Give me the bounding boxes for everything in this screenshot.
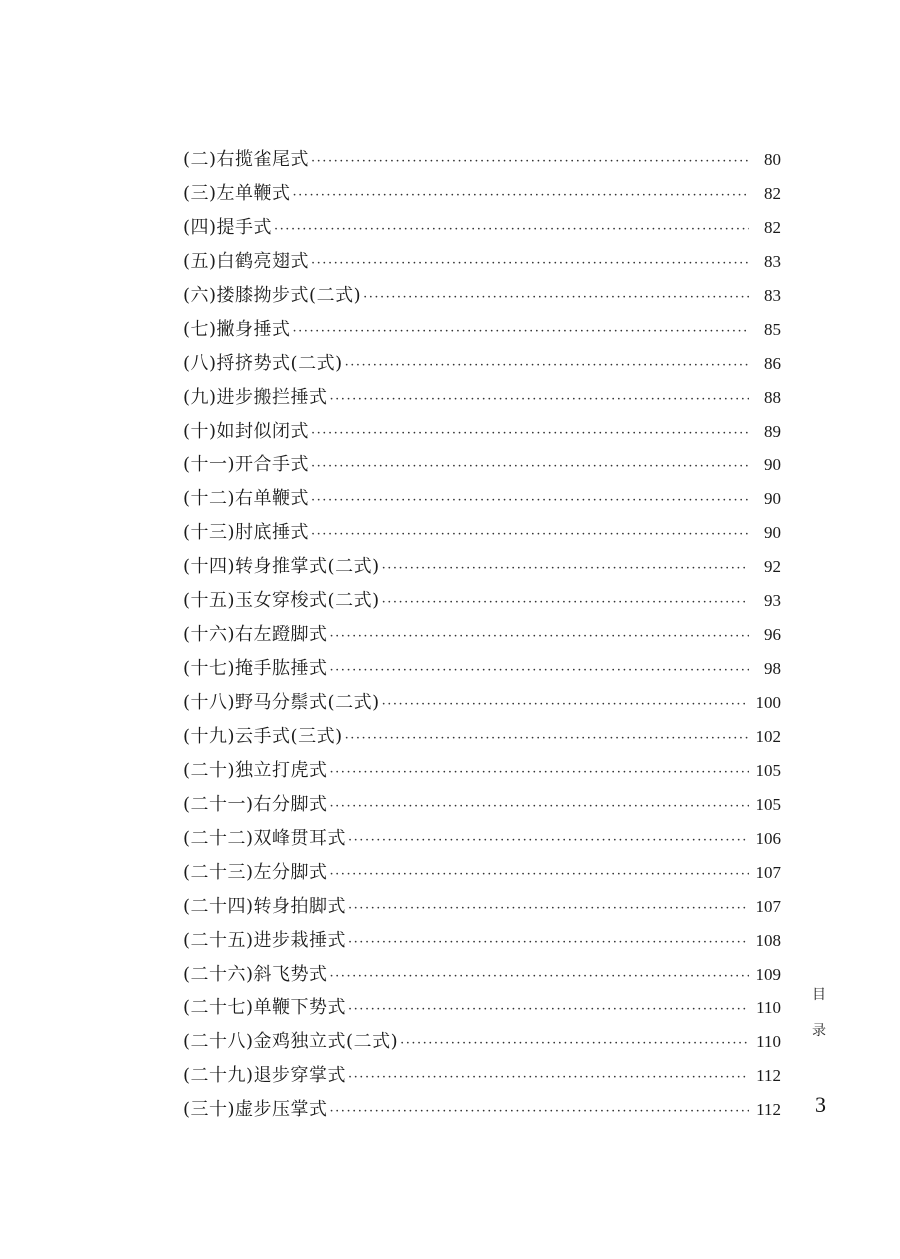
toc-entry-title: (十九)云手式(三式) xyxy=(183,725,343,747)
toc-entry-2[interactable] xyxy=(183,146,781,180)
dot-leader xyxy=(348,1064,749,1092)
toc-entry-21[interactable] xyxy=(183,791,781,825)
toc-entry-27[interactable] xyxy=(183,994,781,1028)
toc-entry-page: 92 xyxy=(764,557,781,577)
toc-entry-title: (十一)开合手式 xyxy=(183,454,310,476)
toc-entry-page: 107 xyxy=(755,896,781,916)
toc-entry-26[interactable] xyxy=(183,961,781,995)
toc-entry-3[interactable] xyxy=(183,180,781,214)
toc-entry-page: 102 xyxy=(755,726,781,746)
toc-entry-page: 96 xyxy=(764,625,781,645)
toc-entry-title: (五)白鹤亮翅式 xyxy=(183,250,310,272)
toc-entry-title: (九)进步搬拦捶式 xyxy=(183,386,328,408)
toc-entry-9[interactable] xyxy=(183,384,781,418)
dot-leader xyxy=(311,420,749,448)
toc-entry-page: 112 xyxy=(756,1100,781,1120)
toc-entry-7[interactable] xyxy=(183,316,781,350)
dot-leader xyxy=(311,453,749,481)
toc-entry-page: 85 xyxy=(764,319,781,339)
toc-entry-page: 83 xyxy=(764,251,781,271)
dot-leader xyxy=(293,318,749,346)
toc-entry-10[interactable] xyxy=(183,418,781,452)
toc-entry-title: (十三)肘底捶式 xyxy=(183,522,310,544)
dot-leader xyxy=(311,521,749,549)
toc-entry-title: (二十一)右分脚式 xyxy=(183,793,328,815)
dot-leader xyxy=(311,250,749,278)
toc-entry-page: 110 xyxy=(756,998,781,1018)
toc-entry-18[interactable] xyxy=(183,689,781,723)
dot-leader xyxy=(363,284,749,312)
dot-leader xyxy=(348,929,749,957)
dot-leader xyxy=(382,691,749,719)
toc-entry-25[interactable] xyxy=(183,927,781,961)
toc-entry-title: (四)提手式 xyxy=(183,216,273,238)
dot-leader xyxy=(330,386,749,414)
toc-entry-23[interactable] xyxy=(183,859,781,893)
toc-entry-page: 80 xyxy=(764,150,781,169)
toc-entry-title: (二十二)双峰贯耳式 xyxy=(183,827,347,849)
dot-leader xyxy=(345,725,749,753)
toc-entry-6[interactable] xyxy=(183,282,781,316)
dot-leader xyxy=(293,182,749,210)
toc-entry-11[interactable] xyxy=(183,451,781,485)
dot-leader xyxy=(330,657,749,685)
toc-entry-title: (十六)右左蹬脚式 xyxy=(183,624,328,646)
toc-entry-page: 112 xyxy=(756,1066,781,1086)
toc-entry-page: 110 xyxy=(756,1032,781,1052)
side-running-head-char-2: 录 xyxy=(812,1023,826,1039)
toc-entry-title: (二十五)进步栽捶式 xyxy=(183,929,347,951)
toc-entry-title: (二十六)斜飞势式 xyxy=(183,963,328,985)
toc-entry-page: 105 xyxy=(755,794,781,814)
toc-entry-page: 107 xyxy=(755,862,781,882)
toc-entry-13[interactable] xyxy=(183,519,781,553)
toc-entry-page: 106 xyxy=(755,828,781,848)
toc-entry-title: (二十三)左分脚式 xyxy=(183,861,328,883)
page-number: 3 xyxy=(815,1092,826,1117)
table-of-contents xyxy=(183,146,781,1130)
toc-entry-20[interactable] xyxy=(183,757,781,791)
toc-entry-page: 90 xyxy=(764,489,781,509)
toc-entry-page: 93 xyxy=(764,591,781,611)
toc-entry-page: 82 xyxy=(764,183,781,203)
toc-entry-15[interactable] xyxy=(183,587,781,621)
toc-entry-title: (八)捋挤势式(二式) xyxy=(183,352,343,374)
toc-entry-14[interactable] xyxy=(183,553,781,587)
toc-entry-4[interactable] xyxy=(183,214,781,248)
dot-leader xyxy=(348,996,749,1024)
dot-leader xyxy=(330,623,749,651)
toc-entry-title: (三)左单鞭式 xyxy=(183,182,291,204)
toc-entry-page: 105 xyxy=(755,760,781,780)
toc-entry-28[interactable] xyxy=(183,1028,781,1062)
dot-leader xyxy=(330,963,749,991)
toc-entry-title: (二十七)单鞭下势式 xyxy=(183,997,347,1019)
toc-entry-29[interactable] xyxy=(183,1062,781,1096)
dot-leader xyxy=(311,487,749,515)
toc-entry-title: (三十)虚步压掌式 xyxy=(183,1099,328,1121)
dot-leader xyxy=(348,827,749,855)
dot-leader xyxy=(330,793,749,821)
toc-entry-12[interactable] xyxy=(183,485,781,519)
toc-entry-title: (十七)掩手肱捶式 xyxy=(183,658,328,680)
dot-leader xyxy=(382,589,749,617)
toc-entry-title: (二)右揽雀尾式 xyxy=(183,149,310,170)
toc-entry-16[interactable] xyxy=(183,621,781,655)
toc-entry-page: 90 xyxy=(764,455,781,475)
toc-entry-page: 88 xyxy=(764,387,781,407)
toc-entry-page: 109 xyxy=(755,964,781,984)
toc-entry-19[interactable] xyxy=(183,723,781,757)
dot-leader xyxy=(348,895,749,923)
dot-leader xyxy=(311,148,749,176)
toc-entry-page: 86 xyxy=(764,353,781,373)
toc-entry-page: 83 xyxy=(764,285,781,305)
toc-entry-17[interactable] xyxy=(183,655,781,689)
toc-entry-title: (二十四)转身拍脚式 xyxy=(183,895,347,917)
toc-entry-title: (十五)玉女穿梭式(二式) xyxy=(183,590,380,612)
toc-entry-title: (二十八)金鸡独立式(二式) xyxy=(183,1031,399,1053)
toc-entry-page: 89 xyxy=(764,421,781,441)
toc-entry-22[interactable] xyxy=(183,825,781,859)
dot-leader xyxy=(274,216,749,244)
toc-entry-page: 82 xyxy=(764,217,781,237)
toc-entry-title: (十)如封似闭式 xyxy=(183,420,310,442)
dot-leader xyxy=(330,1098,749,1126)
toc-entry-24[interactable] xyxy=(183,893,781,927)
dot-leader xyxy=(382,555,749,583)
dot-leader xyxy=(330,861,749,889)
dot-leader xyxy=(400,1030,749,1058)
toc-entry-page: 108 xyxy=(755,930,781,950)
toc-entry-8[interactable] xyxy=(183,350,781,384)
toc-entry-title: (十四)转身推掌式(二式) xyxy=(183,556,380,578)
toc-entry-title: (十二)右单鞭式 xyxy=(183,488,310,510)
toc-entry-30[interactable] xyxy=(183,1096,781,1130)
dot-leader xyxy=(330,759,749,787)
toc-entry-page: 100 xyxy=(755,693,781,712)
dot-leader xyxy=(345,352,749,380)
toc-entry-title: (十八)野马分鬃式(二式) xyxy=(183,692,380,713)
toc-entry-title: (六)搂膝拗步式(二式) xyxy=(183,284,362,306)
toc-entry-page: 98 xyxy=(764,659,781,679)
toc-entry-5[interactable] xyxy=(183,248,781,282)
toc-entry-title: (二十)独立打虎式 xyxy=(183,759,328,781)
toc-entry-page: 90 xyxy=(764,523,781,543)
toc-entry-title: (七)撇身捶式 xyxy=(183,318,291,340)
side-running-head-char-1: 目 xyxy=(812,987,826,1003)
toc-entry-title: (二十九)退步穿掌式 xyxy=(183,1065,347,1087)
